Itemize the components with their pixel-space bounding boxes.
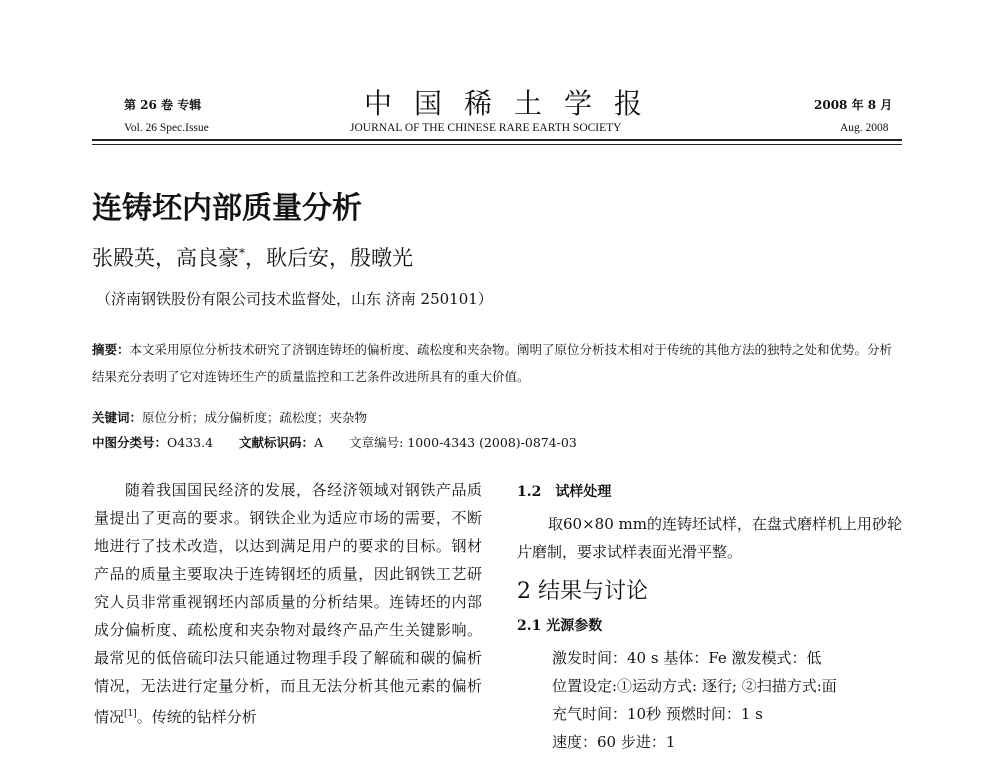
header-rule-thick	[92, 139, 902, 141]
date-en: Aug. 2008	[840, 122, 889, 134]
doc-code-label: 文献标识码：	[239, 435, 315, 450]
intro-text-continued: 。传统的钻样分析	[136, 708, 257, 726]
journal-title-cn: 中国稀土学报	[364, 87, 665, 120]
section-2-heading: 2 结果与讨论	[517, 579, 648, 604]
volume-cn: 第 26 卷 专辑	[124, 98, 202, 112]
classification	[92, 433, 599, 451]
journal-title-en: JOURNAL OF THE CHINESE RARE EARTH SOCIETY	[350, 122, 622, 134]
corresponding-mark: *	[239, 246, 245, 260]
article-number: 文章编号: 1000-4343 (2008)-0874-03	[349, 435, 577, 450]
param-line: 速度：60 步进：1	[552, 733, 676, 751]
keywords-label: 关键词：	[92, 410, 143, 425]
authors	[92, 242, 413, 272]
right-column	[517, 476, 907, 756]
left-column	[94, 476, 482, 731]
param-line: 激发时间：40 s 基体：Fe 激发模式：低	[552, 649, 822, 667]
volume-en: Vol. 26 Spec.Issue	[124, 122, 209, 134]
section-1-2-number: 1.2	[517, 484, 542, 500]
section-1-2-title: 试样处理	[555, 484, 612, 500]
authors-rest: ，耿后安，殷暾光	[245, 246, 413, 270]
abstract-label: 摘要：	[92, 342, 130, 357]
param-line: 充气时间：10秒 预燃时间：1 s	[552, 705, 763, 723]
article-title: 连铸坯内部质量分析	[92, 191, 362, 226]
param-line: 位置设定:①运动方式: 逐行; ②扫描方式:面	[552, 677, 837, 695]
keywords	[92, 408, 367, 426]
keywords-text: 原位分析；成分偏析度；疏松度；夹杂物	[142, 410, 368, 425]
section-1-2-text: 取60×80 mm的连铸坯试样，在盘式磨样机上用砂轮片磨制，要求试样表面光滑平整。	[517, 515, 902, 561]
clc-label: 中图分类号：	[92, 435, 168, 450]
abstract-text: 本文采用原位分析技术研究了济钢连铸坯的偏析度、疏松度和夹杂物。阐明了原位分析技术相对于传统的其他方法的独特之处和优势。分析结果充分表明了它对连铸坯生产的质量监控和工艺条件改进所具有的重大价值。	[92, 342, 893, 384]
authors-first: 张殿英，高良豪	[92, 246, 239, 270]
section-2-1-heading: 2.1 光源参数	[517, 618, 603, 634]
affiliation: （济南钢铁股份有限公司技术监督处，山东 济南 250101）	[96, 290, 493, 308]
clc-value: O433.4	[167, 435, 214, 450]
intro-paragraph	[94, 476, 482, 731]
doc-code-value: A	[314, 435, 324, 450]
section-1-2-heading	[517, 478, 907, 506]
abstract	[92, 336, 904, 390]
date-cn: 2008 年 8 月	[814, 98, 893, 112]
citation-ref: [1]	[124, 709, 137, 719]
intro-text: 随着我国国民经济的发展，各经济领域对钢铁产品质量提出了更高的要求。钢铁企业为适应市场的需要，不断地进行了技术改造，以达到满足用户的要求的目标。钢材产品的质量主要取决于连铸钢坯的质量，因此钢铁工艺研究人员非常重视钢坯内部质量的分析结果。连铸坯的内部成分偏析度、疏松度和夹杂物对最终产品产生关键影响。最常见的低倍硫印法只能通过物理手段了解硫和碳的偏析情况，无法进行定量分析，而且无法分析其他元素的偏析情况	[94, 481, 482, 726]
header-rule-thin	[92, 144, 902, 145]
